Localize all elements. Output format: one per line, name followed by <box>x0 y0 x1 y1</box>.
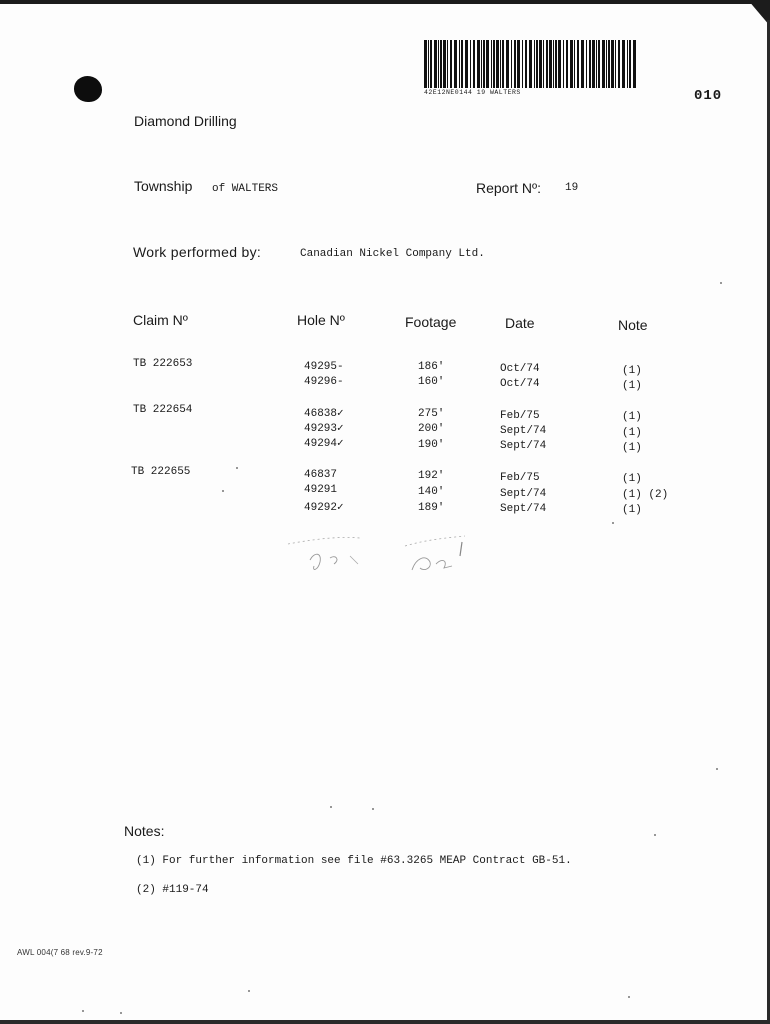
hole-number: 49294✓ <box>304 438 344 450</box>
report-value: 19 <box>565 182 579 194</box>
barcode-bar <box>496 40 499 88</box>
scan-speck <box>612 522 614 524</box>
claim-number: TB 222653 <box>133 358 193 370</box>
barcode-bar <box>493 40 495 88</box>
barcode-bar <box>546 40 548 88</box>
date-value: Sept/74 <box>500 425 547 437</box>
note-ref: (1) <box>622 504 642 516</box>
barcode-bar <box>430 40 432 88</box>
work-performed-label: Work performed by: <box>133 244 262 260</box>
barcode-bar <box>517 40 520 88</box>
hole-number: 49293✓ <box>304 423 344 435</box>
barcode-bar <box>549 40 552 88</box>
date-value: Oct/74 <box>500 363 540 375</box>
barcode-bar <box>481 40 482 88</box>
barcode-bar <box>577 40 579 88</box>
footage-value: 186' <box>418 361 445 373</box>
footage-value: 200' <box>418 423 445 435</box>
notes-label: Notes: <box>124 823 165 839</box>
barcode-bar <box>491 40 492 88</box>
barcode-bar <box>514 40 516 88</box>
barcode-bar <box>534 40 535 88</box>
note-ref: (1) (2) <box>622 489 669 501</box>
barcode-bar <box>592 40 595 88</box>
barcode-bar <box>428 40 429 88</box>
barcode-bar <box>553 40 554 88</box>
barcode-bar <box>470 40 471 88</box>
barcode-bar <box>465 40 468 88</box>
barcode-bar <box>581 40 584 88</box>
barcode-bar <box>570 40 573 88</box>
barcode-bar <box>483 40 485 88</box>
barcode-bar <box>598 40 600 88</box>
scan-speck <box>82 1010 84 1012</box>
note-ref: (1) <box>622 380 642 392</box>
scan-speck <box>120 1012 122 1014</box>
note-ref: (1) <box>622 442 642 454</box>
footage-value: 160' <box>418 376 445 388</box>
date-value: Feb/75 <box>500 410 540 422</box>
handwritten-scrawl <box>280 522 480 582</box>
note-ref: (1) <box>622 427 642 439</box>
scan-edge-top <box>0 0 770 4</box>
barcode-bar <box>543 40 544 88</box>
footage-value: 140' <box>418 486 445 498</box>
barcode-bar <box>434 40 437 88</box>
hole-number: 49295- <box>304 361 344 373</box>
note-ref: (1) <box>622 473 642 485</box>
footage-value: 189' <box>418 502 445 514</box>
barcode-bar <box>529 40 532 88</box>
scan-speck <box>236 467 238 469</box>
date-value: Sept/74 <box>500 440 547 452</box>
claim-number: TB 222654 <box>133 404 193 416</box>
barcode <box>424 40 640 88</box>
column-header-note: Note <box>618 317 648 333</box>
barcode-bar <box>558 40 561 88</box>
barcode-bar <box>606 40 607 88</box>
scan-edge-bottom <box>0 1020 770 1024</box>
barcode-bar <box>622 40 625 88</box>
report-label: Report Nº: <box>476 180 542 196</box>
footage-value: 190' <box>418 439 445 451</box>
page-number: 010 <box>694 88 723 104</box>
hole-number: 49292✓ <box>304 502 344 514</box>
barcode-bar <box>459 40 460 88</box>
barcode-bar <box>566 40 568 88</box>
scan-speck <box>248 990 250 992</box>
barcode-bar <box>511 40 512 88</box>
note-item: (1) For further information see file #63.3265 MEAP Contract GB-51. <box>136 855 572 867</box>
barcode-label: 42E12NE0144 19 WALTERS <box>424 89 521 96</box>
date-value: Sept/74 <box>500 488 547 500</box>
scan-speck <box>654 834 656 836</box>
barcode-bar <box>443 40 446 88</box>
barcode-bar <box>486 40 489 88</box>
barcode-bar <box>461 40 463 88</box>
date-value: Oct/74 <box>500 378 540 390</box>
barcode-bar <box>477 40 480 88</box>
column-header-footage: Footage <box>405 314 457 330</box>
work-performed-value: Canadian Nickel Company Ltd. <box>300 248 485 260</box>
barcode-bar <box>629 40 631 88</box>
barcode-bar <box>454 40 457 88</box>
barcode-bar <box>506 40 509 88</box>
claim-number: TB 222655 <box>131 466 191 478</box>
barcode-bar <box>633 40 636 88</box>
barcode-bar <box>440 40 442 88</box>
barcode-bar <box>555 40 557 88</box>
barcode-bar <box>424 40 427 88</box>
column-header-hole: Hole Nº <box>297 312 345 328</box>
barcode-bar <box>522 40 523 88</box>
barcode-bar <box>473 40 475 88</box>
barcode-bar <box>563 40 564 88</box>
barcode-bar <box>450 40 452 88</box>
hole-number: 46837 <box>304 469 338 481</box>
scan-speck <box>330 806 332 808</box>
hole-number: 49291 <box>304 484 338 496</box>
note-ref: (1) <box>622 411 642 423</box>
date-value: Sept/74 <box>500 503 547 515</box>
document-title: Diamond Drilling <box>134 113 237 129</box>
barcode-bar <box>525 40 527 88</box>
barcode-bar <box>615 40 616 88</box>
scan-speck <box>720 282 722 284</box>
column-header-date: Date <box>505 315 535 331</box>
scan-speck <box>372 808 374 810</box>
date-value: Feb/75 <box>500 472 540 484</box>
barcode-bar <box>627 40 628 88</box>
barcode-bar <box>539 40 542 88</box>
punch-hole-mark <box>74 76 102 102</box>
barcode-bar <box>502 40 504 88</box>
scan-speck <box>716 768 718 770</box>
barcode-bar <box>500 40 501 88</box>
barcode-bar <box>438 40 439 88</box>
barcode-bar <box>608 40 610 88</box>
township-value: of WALTERS <box>212 183 279 195</box>
scan-speck <box>628 996 630 998</box>
barcode-bar <box>602 40 605 88</box>
form-number: AWL 004(7 68 rev.9-72 <box>17 948 103 957</box>
township-label: Township <box>134 178 193 194</box>
barcode-bar <box>596 40 597 88</box>
hole-number: 49296- <box>304 376 344 388</box>
note-item: (2) #119-74 <box>136 884 209 896</box>
footage-value: 275' <box>418 408 445 420</box>
barcode-bar <box>618 40 620 88</box>
barcode-bar <box>447 40 448 88</box>
footage-value: 192' <box>418 470 445 482</box>
barcode-bar <box>589 40 591 88</box>
barcode-bar <box>574 40 575 88</box>
barcode-bar <box>611 40 614 88</box>
note-ref: (1) <box>622 365 642 377</box>
barcode-bar <box>536 40 538 88</box>
column-header-claim: Claim Nº <box>133 312 188 328</box>
scan-speck <box>222 490 224 492</box>
hole-number: 46838✓ <box>304 408 344 420</box>
barcode-bar <box>586 40 587 88</box>
